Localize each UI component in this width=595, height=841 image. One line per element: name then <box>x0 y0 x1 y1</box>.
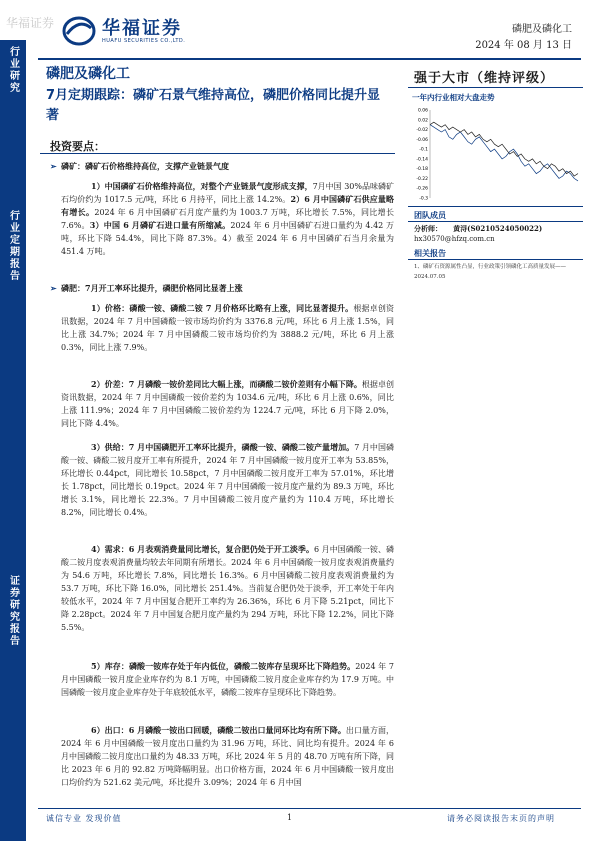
y-tick-label: -0.06 <box>416 137 428 143</box>
arrow-icon: ➢ <box>50 283 57 293</box>
page-number: 1 <box>287 813 293 822</box>
side-label-report-type: 行业定期报告 <box>7 210 19 282</box>
paragraph-price: 1）价格：磷酸一铵、磷酸二铵 7 月价格环比略有上涨，同比显著提升。根据卓创资讯数据，2024 年 7 月中国磷酸一铵市场均价约为 3376.8 元/吨，环比 6 月上涨 1.5%，同比上涨 34.7%；2024 年 7 月中国磷酸二铵市场均价约为 3888.2 元/吨，环比 6 月上涨 0.3%，同比上涨 7.9%。 <box>61 303 395 352</box>
rating-label: 强于大市（维持评级） <box>414 71 555 86</box>
report-subtitle: 7月定期跟踪：磷矿石景气维持高位，磷肥价格同比提升显著 <box>46 88 381 123</box>
y-tick-label: -0.22 <box>416 176 428 182</box>
page-title: 磷肥及磷化工 <box>46 66 130 82</box>
invest-divider <box>40 153 395 154</box>
y-tick-label: -0.18 <box>416 167 428 173</box>
chart-title: 一年内行业相对大盘走势 <box>412 93 495 102</box>
footer-disclaimer: 请务必阅读报告末页的声明 <box>447 814 555 823</box>
side-label-research: 行业研究 <box>7 46 19 94</box>
series-line-2 <box>430 122 578 176</box>
side-label-securities: 证券研究报告 <box>7 575 19 647</box>
watermark: 华福证券 <box>6 16 55 30</box>
related-report-item[interactable]: 1、磷矿石资源属性凸显，行业政策引领磷化工高质量发展——2024.07.05 <box>414 264 567 280</box>
y-tick-label: -0.1 <box>419 147 428 153</box>
relative-performance-chart <box>408 104 583 202</box>
paragraph-rock: 1）中国磷矿石价格维持高位，对整个产业链景气度形成支撑，7月中国 30%品味磷矿石均价约为 1017.5 元/吨，环比 6 月持平，同比上涨 14.2%。2）6 月中国磷矿石供应量略有增长。2024 年 6 月中国磷矿石月度产量约为 1003.7 万吨，环比增长 7.5%，同比增长 7.6%。3）中国 6 月磷矿石进口量有所缩减。2024 年 6 月中国磷矿石进口量约为 4.42 万吨，环比下降 54.4%，同比下降 87.3%。4）截至 2024 年 6 月中国磷矿石当月余量为 451.4 万吨。 <box>61 181 395 256</box>
team-heading: 团队成员 <box>414 211 446 220</box>
analyst-name: 黄浔(S0210524050022) <box>453 224 543 233</box>
paragraph-inventory: 5）库存：磷酸一铵库存处于年内低位，磷酸二铵库存呈现环比下降趋势。2024 年 7 月中国磷酸一铵月度企业库存约为 8.1 万吨，中国磷酸二铵月度企业库存约为 17.9 万吨。中国磷酸一铵月度企业库存处于年底较低水平，磷酸二铵库存呈现环比下降趋势。 <box>61 661 394 697</box>
report-date: 2024 年 08 月 13 日 <box>475 40 572 51</box>
y-tick-label: 0.02 <box>417 118 428 124</box>
paragraph-demand: 4）需求：6 月表观消费量同比增长，复合肥仍处于开工淡季。6 月中国磷酸一铵、磷酸二铵月度表观消费量均较去年同期有所增长。2024 年 6 月中国磷酸一铵月度表观消费量约为 54.6 万吨，环比增长 7.8%，同比增长 16.3%。6 月中国磷酸二铵月度表观消费量约为 53.7 万吨，环比下降 16.0%，同比增长 251.4%。当前复合肥仍处于淡季，开工率处于年内较低水平，2024 年 7 月中国复合肥开工率约为 26.36%，环比 6 月下降 5.21pct，同比下降 2.28pct。2024 年 7 月中国复合肥月度产量约为 294 万吨，环比下降 12.2%，同比下降 5.5%。 <box>61 544 394 632</box>
side-strip <box>0 40 26 841</box>
paragraph-supply: 3）供给：7 月中国磷肥开工率环比提升，磷酸一铵、磷酸二铵产量增加。7 月中国磷酸一铵、磷酸二铵月度开工率有所提升，2024 年 7 月中国磷酸一铵月度开工率为 53.85%，环比增长 0.44pct，同比增长 10.58pct，7 月中国磷酸二铵月度开工率为 57.01%，环比增长 1.78pct，同比增长 0.19pct。2024 年 7 月中国磷酸一铵月度产量约为 89.3 万吨，环比增长 3.1%，同比增长 22.3%。7 月中国磷酸二铵月度产量约为 110.4 万吨，环比增长 8.2%，同比增长 0.4%。 <box>61 442 394 517</box>
footer-divider <box>38 808 581 809</box>
y-tick-label: -0.26 <box>416 186 428 192</box>
header-divider <box>38 58 581 60</box>
logo-text-en: HUAFU SECURITIES CO.,LTD. <box>102 38 186 44</box>
y-tick-label: -0.14 <box>416 157 428 163</box>
logo-text-cn: 华福证券 <box>102 18 182 39</box>
reports-divider <box>408 259 583 260</box>
analyst-label: 分析师： <box>414 224 442 233</box>
y-tick-label: 0.06 <box>417 108 428 114</box>
arrow-icon: ➢ <box>50 161 57 171</box>
company-logo <box>62 14 212 48</box>
rating-divider <box>408 87 583 88</box>
team-divider <box>408 221 583 222</box>
paragraph-export: 6）出口：6 月磷酸一铵出口回暖，磷酸二铵出口量同环比均有所下降。出口量方面，2024 年 6 月中国磷酸一铵月度出口量约为 31.96 万吨，环比、同比均有提升。2024 年 6 月中国磷酸二铵月度出口量约为 48.33 万吨，环比 2024 年 5 月的 48.70 万吨有所下降，同比 2023 年 6 月的 92.82 万吨降幅明显。出口价格方面，2024 年 6 月中国磷酸一铵月度出口均价约为 521.62 美元/吨，环比提升 3.09%；2024 年 6 月中国 <box>61 725 394 787</box>
section-heading-fertilizer: ➢ 磷肥：7月开工率环比提升，磷肥价格同比显著上涨 <box>50 283 243 293</box>
y-tick-label: -0.02 <box>416 128 428 134</box>
invest-heading: 投资要点： <box>50 140 105 153</box>
chart-divider <box>408 206 583 207</box>
footer-slogan: 诚信专业 发现价值 <box>46 814 122 823</box>
section-heading-phosphate-rock: ➢ 磷矿：磷矿石价格维持高位，支撑产业链景气度 <box>50 161 229 171</box>
analyst-email[interactable]: hx30570@hfzq.com.cn <box>414 235 495 243</box>
related-reports-heading: 相关报告 <box>414 249 446 258</box>
header-meta <box>475 22 572 54</box>
logo-emblem-icon <box>62 14 96 48</box>
paragraph-spread: 2）价差：7 月磷酸一铵价差同比大幅上涨，而磷酸二铵价差则有小幅下降。根据卓创资讯数据，2024 年 7 月中国磷酸一铵价差约为 1034.6 元/吨，环比 6 月上涨 0.6%，同比上涨 111.9%；2024 年 7 月中国磷酸二铵价差约为 1224.7 元/吨，环比 6 月下降 2.0%，同比下降 4.4%。 <box>61 379 394 428</box>
series-line-1 <box>430 125 578 181</box>
y-tick-label: -0.3 <box>419 196 428 202</box>
industry-label: 磷肥及磷化工 <box>512 24 572 35</box>
